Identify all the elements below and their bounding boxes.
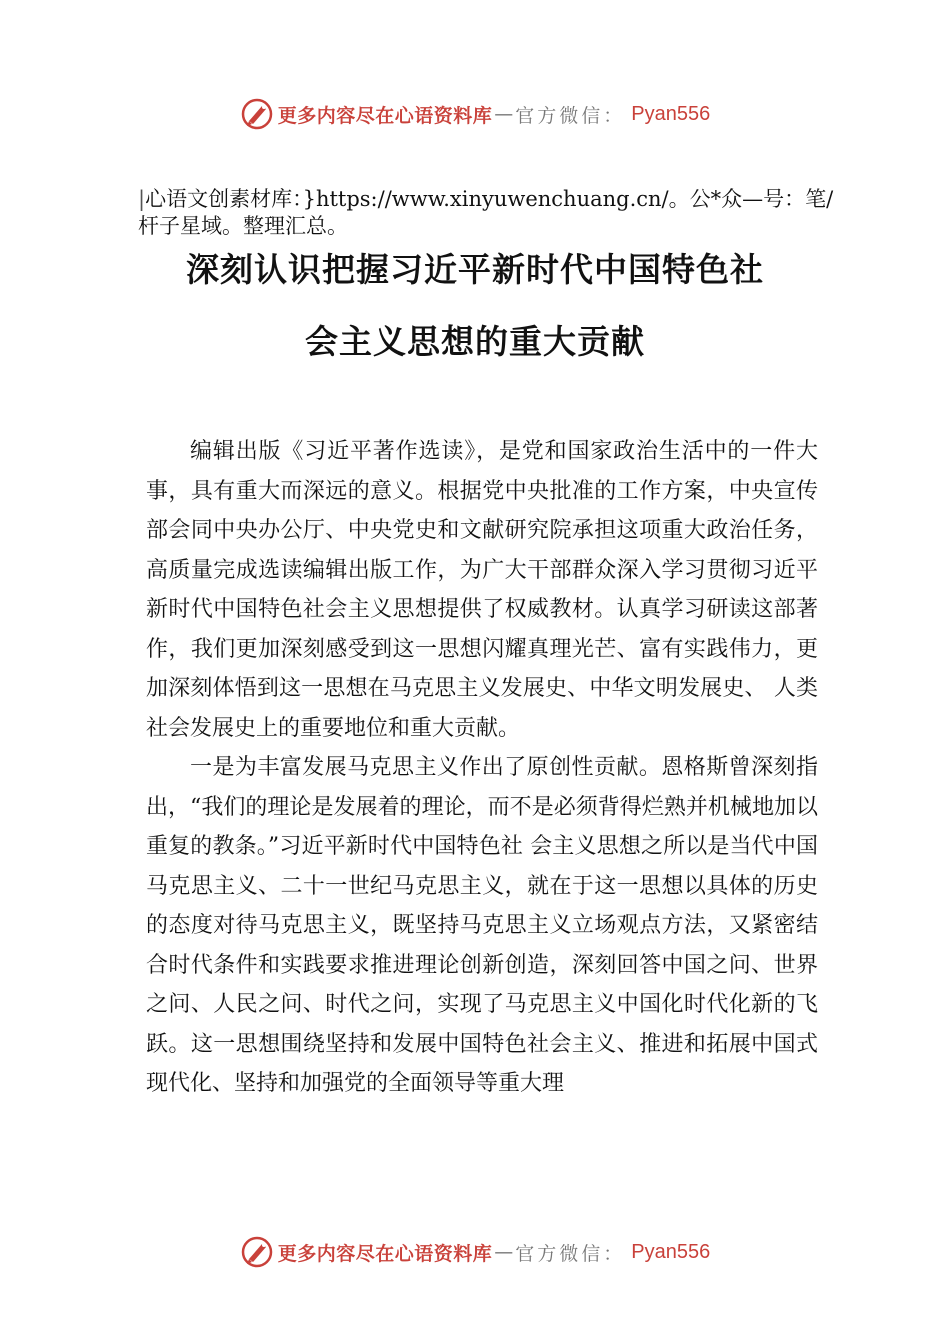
paragraph-intro: 编辑出版《习近平著作选读》，是党和国家政治生活中的一件大事，具有重大而深远的意义。根据党中央批准的工作方案，中央宣传部会同中央办公厅、中央党史和文献研究院承担这项重大政治任务，高质量完成选读编辑出版工作，为广大干部群众深入学习贯彻习近平新时代中国特色社会主义思想提供了权威教材。认真学习研读这部著作，我们更加深刻感受到这一思想闪耀真理光芒、富有实践伟力，更加深刻体悟到这一思想在马克思主义发展史、中华文明发展史、 人类社会发展史上的重要地位和重大贡献。 [146,439,818,741]
page-title-line-1: 深刻认识把握习近平新时代中国特色社 [186,250,764,289]
banner-slogan: 更多内容尽在心语资料库 [277,1242,493,1265]
article-body [146,432,818,1104]
pen-logo-icon [240,1235,274,1269]
banner-wechat-id: Pyan556 [631,102,711,125]
header-watermark-banner [0,94,950,134]
banner-label: 官方微信： [515,1242,626,1265]
source-note-bar: | [138,187,146,211]
banner-slogan: 更多内容尽在心语资料库 [277,104,493,127]
banner-wechat-id: Pyan556 [631,1240,711,1263]
page-title-line-2: 会主义思想的重大贡献 [305,322,645,361]
banner-dash: — [494,103,514,125]
paragraph-point-one: 一是为丰富发展马克思主义作出了原创性贡献。恩格斯曾深刻指出，“我们的理论是发展着的理论，而不是必须背得烂熟并机械地加以重复的教条。”习近平新时代中国特色社 会主义思想之所以是当代中国马克思主义、二十一世纪马克思主义，就在于这一思想以具体的历史的态度对待马克思主义，既坚持马克思主义立场观点方法，又紧密结合时代条件和实践要求推进理论创新创造，深刻回答中国之问、世界之问、人民之问、时代之问，实现了马克思主义中国化时代化新的飞跃。这一思想围绕坚持和发展中国特色社会主义、推进和拓展中国式现代化、坚持和加强党的全面领导等重大理 [146,755,818,1096]
footer-watermark-banner [0,1232,950,1272]
source-note-text: 心语文创素材库：}https://www.xinyuwenchuang.cn/。公*众—号：笔/杆子星域。整理汇总。 [138,187,834,238]
source-note [138,186,843,240]
banner-dash: — [494,1241,514,1263]
banner-label: 官方微信： [515,104,626,127]
pen-logo-icon [240,97,274,131]
